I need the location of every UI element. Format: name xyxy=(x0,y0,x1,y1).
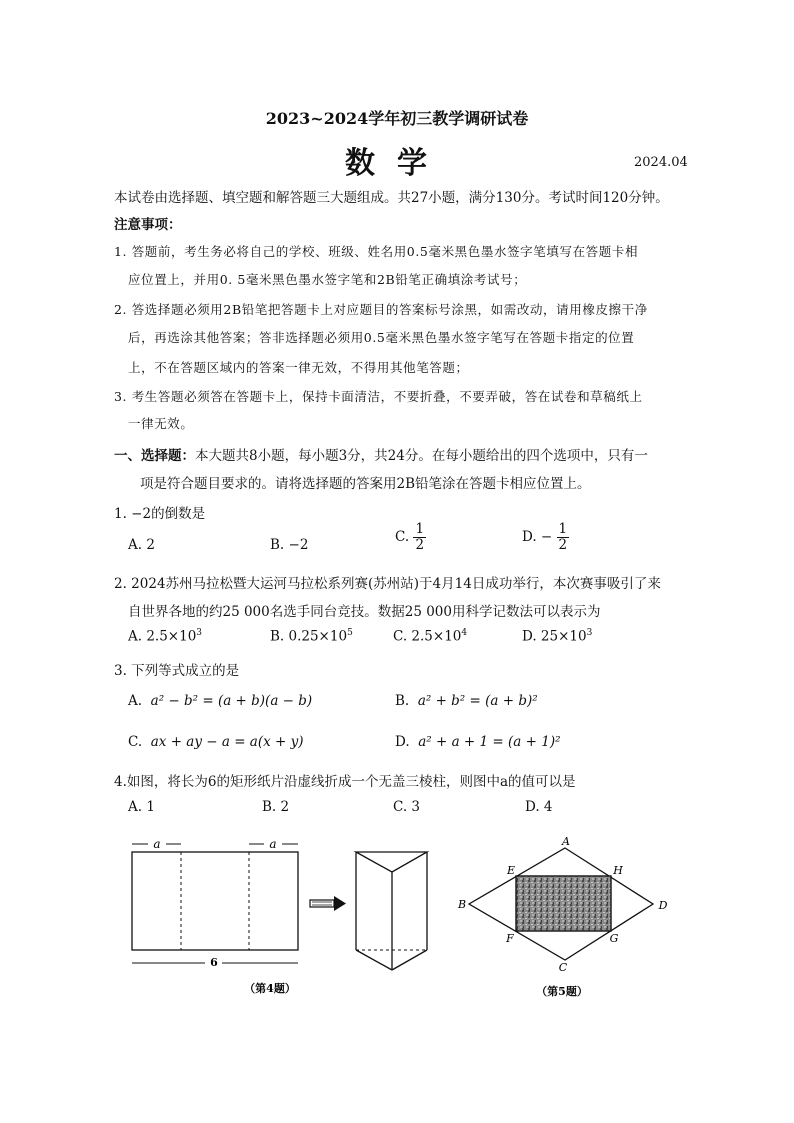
q3-a-expression: a² − b² = (a + b)(a − b) xyxy=(150,693,313,709)
paper-rectangle xyxy=(132,852,298,950)
q1-option-c-label: C. xyxy=(395,528,410,545)
q3-d-expression: a² + a + 1 = (a + 1)² xyxy=(418,734,561,750)
q3-stem: 3. 下列等式成立的是 xyxy=(114,663,240,679)
subject-title: 数学 xyxy=(345,146,449,181)
prism-top-face xyxy=(356,852,427,872)
vertex-H: H xyxy=(613,864,623,877)
rectangle-EFGH xyxy=(516,876,611,931)
dim-6-label: 6 xyxy=(210,956,218,969)
q3-a-label: A. xyxy=(128,693,143,709)
q2-line1: 2. 2024苏州马拉松暨大运河马拉松系列赛(苏州站)于4月14日成功举行，本次赛事吸引了来 xyxy=(114,576,661,592)
q3-d-label: D. xyxy=(395,734,410,750)
section1-heading: 一、选择题： xyxy=(114,448,195,464)
q2-d-base: D. 25×10 xyxy=(522,628,587,645)
q1-option-d-fraction xyxy=(557,522,570,553)
q2-c-base: C. 2.5×10 xyxy=(393,628,462,645)
section1-line2: 项是符合题目要求的。请将选择题的答案用2B铅笔涂在答题卡相应位置上。 xyxy=(140,476,591,492)
q4-option-c: C. 3 xyxy=(393,799,421,815)
q4-option-b: B. 2 xyxy=(262,799,290,815)
q4-option-a: A. 1 xyxy=(128,799,155,815)
notice-item-2-line1: 2. 答选择题必须用2B铅笔把答题卡上对应题目的答案标号涂黑，如需改动，请用橡皮擦干净 xyxy=(114,302,648,317)
q1-option-d-label: D. − xyxy=(522,528,553,545)
q3-option-b xyxy=(395,693,538,709)
q2-b-base: B. 0.25×10 xyxy=(270,628,348,645)
intro-text: 本试卷由选择题、填空题和解答题三大题组成。共27小题，满分130分。考试时间120分钟。 xyxy=(114,190,669,206)
q1-d-numerator: 1 xyxy=(558,521,568,537)
q2-option-c xyxy=(393,628,467,645)
figure-5-caption: （第5题） xyxy=(536,985,588,998)
figure-4-caption: （第4题） xyxy=(244,982,296,995)
exam-title: 2023~2024学年初三教学调研试卷 xyxy=(265,109,529,128)
fold-arrow xyxy=(310,896,346,911)
triangular-prism xyxy=(356,852,427,970)
notice-item-2-line2: 后，再选涂其他答案；答非选择题必须用0.5毫米黑色墨水签字笔写在答题卡指定的位置 xyxy=(128,330,635,345)
notice-item-3-line2: 一律无效。 xyxy=(128,416,194,431)
prism-bottom-right xyxy=(392,950,427,970)
vertex-E: E xyxy=(506,864,516,877)
exam-date: 2024.04 xyxy=(634,155,688,170)
figure-5-rhombus xyxy=(457,835,668,998)
prism-bottom-left xyxy=(356,950,392,970)
arrow-head xyxy=(334,896,346,911)
vertex-G: G xyxy=(609,932,619,945)
q1-option-c-fraction xyxy=(413,522,426,553)
vertex-A: A xyxy=(562,835,570,848)
q3-c-expression: ax + ay − a = a(x + y) xyxy=(150,734,304,750)
q4-stem: 4.如图，将长为6的矩形纸片沿虚线折成一个无盖三棱柱，则图中a的值可以是 xyxy=(114,774,576,790)
vertex-D: D xyxy=(658,899,668,912)
vertex-F: F xyxy=(506,932,514,945)
q1-option-c xyxy=(395,522,426,553)
q2-option-d xyxy=(522,628,592,645)
q2-a-exp: 3 xyxy=(196,628,203,638)
q3-b-label: B. xyxy=(395,693,410,709)
q3-option-a xyxy=(128,693,312,709)
section1-line1: 本大题共8小题，每小题3分，共24分。在每小题给出的四个选项中，只有一 xyxy=(195,448,648,464)
q2-line2: 自世界各地的约25 000名选手同台竞技。数据25 000用科学记数法可以表示为 xyxy=(128,604,601,620)
section1-intro xyxy=(114,444,648,464)
q4-option-d: D. 4 xyxy=(525,799,553,815)
q3-c-label: C. xyxy=(128,734,143,750)
dim-a-right-label: a xyxy=(269,837,277,851)
notice-heading: 注意事项： xyxy=(114,217,182,233)
q3-option-d xyxy=(395,734,561,750)
notice-item-3-line1: 3. 考生答题必须答在答题卡上，保持卡面清洁，不要折叠，不要弄破，答在试卷和草稿纸上 xyxy=(114,389,643,404)
notice-item-2-line3: 上，不在答题区域内的答案一律无效，不得用其他笔答题； xyxy=(128,360,469,375)
q1-stem: 1. −2的倒数是 xyxy=(114,506,206,522)
q3-option-c xyxy=(128,734,304,750)
q1-d-denominator: 2 xyxy=(558,536,568,553)
q2-b-exp: 5 xyxy=(347,628,353,638)
figure-4-rectangle xyxy=(132,837,298,995)
notice-item-1-line2: 应位置上，并用0. 5毫米黑色墨水签字笔和2B铅笔正确填涂考试号； xyxy=(128,272,527,287)
q2-a-base: A. 2.5×10 xyxy=(128,628,197,645)
vertex-C: C xyxy=(558,961,568,974)
dim-a-left-label: a xyxy=(153,837,161,851)
q2-c-exp: 4 xyxy=(461,628,468,638)
q1-c-numerator: 1 xyxy=(415,521,425,537)
q2-d-exp: 3 xyxy=(586,628,593,638)
figures-area xyxy=(0,820,794,1010)
q1-option-d xyxy=(522,522,569,553)
q1-c-denominator: 2 xyxy=(415,536,425,553)
q1-option-a: A. 2 xyxy=(128,537,155,553)
q2-option-b xyxy=(270,628,353,645)
q1-option-b: B. −2 xyxy=(270,537,309,553)
q2-option-a xyxy=(128,628,202,645)
notice-item-1-line1: 1. 答题前，考生务必将自己的学校、班级、姓名用0.5毫米黑色墨水签字笔填写在答题卡相 xyxy=(114,244,639,259)
vertex-B: B xyxy=(457,898,467,911)
q3-b-expression: a² + b² = (a + b)² xyxy=(417,693,538,709)
arrow-shaft xyxy=(310,900,334,907)
